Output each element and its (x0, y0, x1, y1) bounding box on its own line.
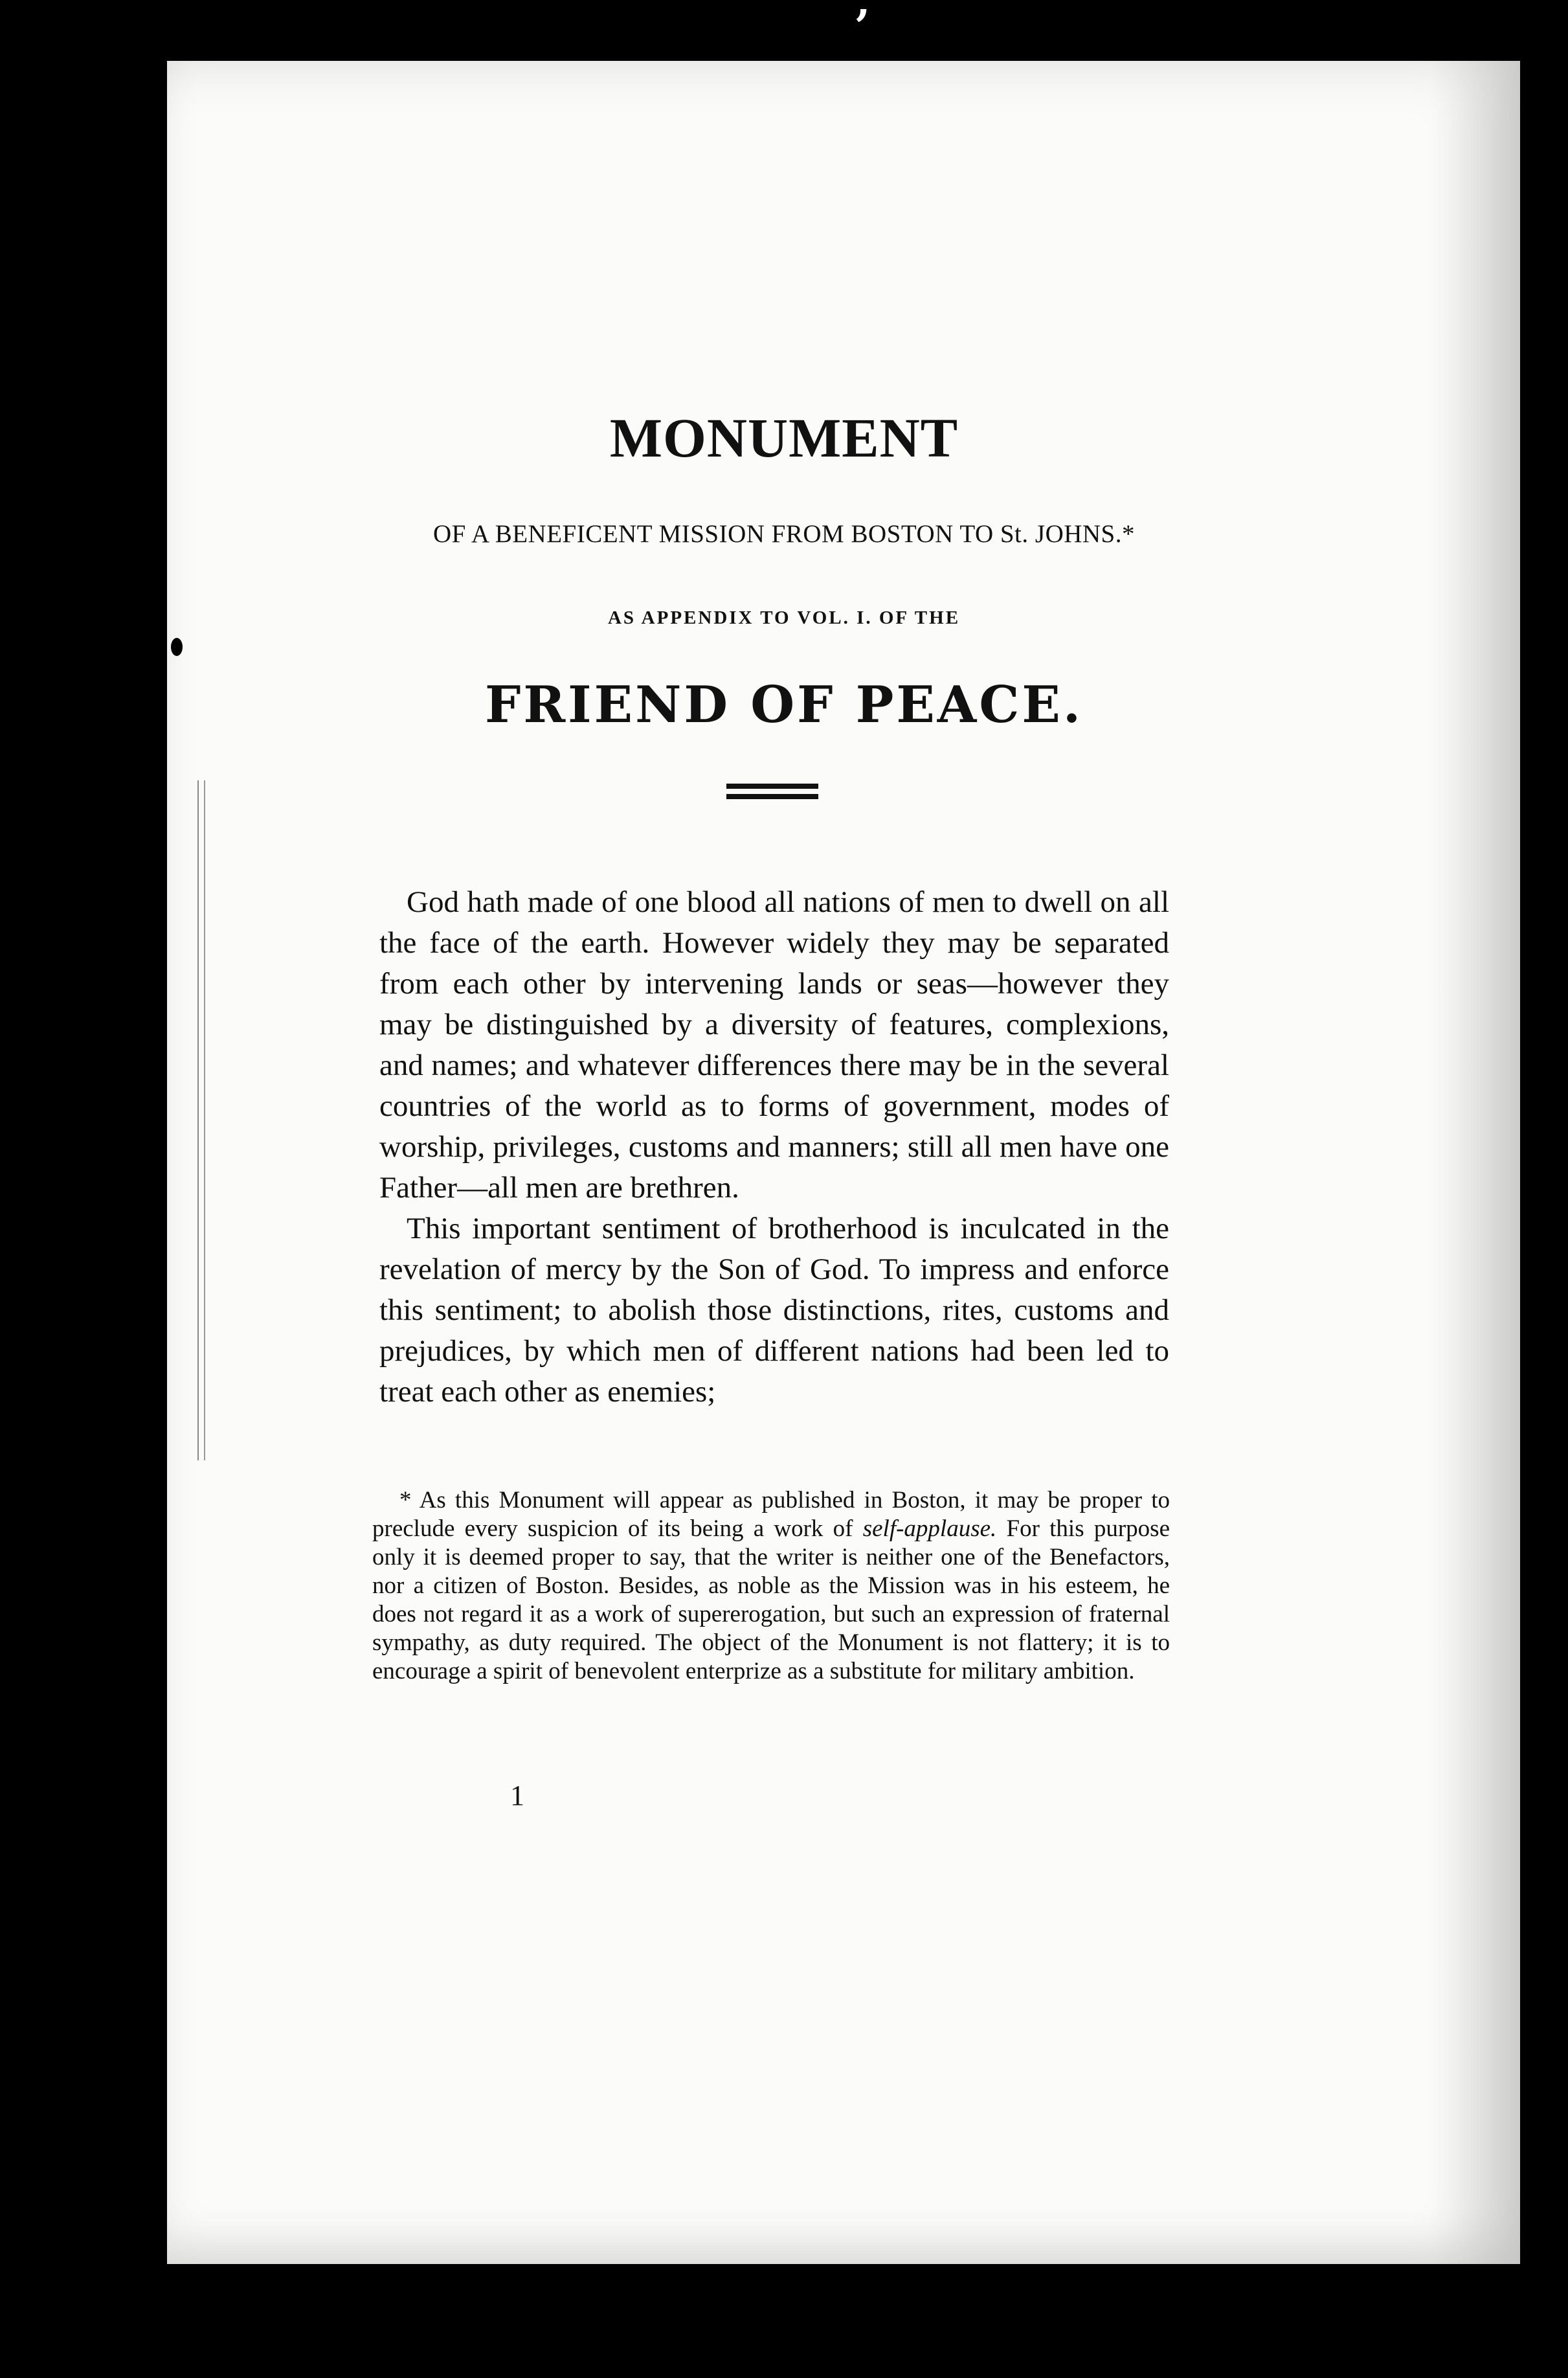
main-text (379, 882, 1169, 1412)
margin-mark (171, 638, 183, 656)
double-rule-bottom (726, 794, 818, 799)
footnote (372, 1486, 1170, 1686)
paragraph-1: God hath made of one blood all nations of men to dwell on all the face of the earth. However widely they may be separated from each other by intervening lands or seas—however they may be distinguished by a diversity of features, complexions, and names; and whatever differences there may be in the several countries of the world as to forms of government, modes of worship, privileges, customs and manners; still all men have one Father—all men are brethren. (379, 885, 1169, 1205)
footnote-paragraph (372, 1486, 1170, 1686)
footnote-italic: self-applause. (862, 1515, 997, 1542)
footnote-text-start: * As this Monument will appear as published in Boston, it may be proper to preclude every suspicion of its being a work of (372, 1487, 1170, 1542)
double-rule-top (726, 784, 818, 789)
journal-title: FRIEND OF PEACE. (484, 675, 1084, 734)
paragraph-2: This important sentiment of brotherhood is inculcated in the revelation of mercy by the Son of God. To impress and enforce this sentiment; to abolish those distinctions, rites, customs and prejudices, by which men of different nations had been led to treat each other as enemies; (379, 1212, 1169, 1409)
footnote-text-end: For this purpose only it is deemed proper to say, that the writer is neither one of the Benefactors, nor a citizen of Boston. Besides, as noble as the Mission was in his esteem, he does not regard it as a work of supererogation, but such an expression of fraternal sympathy, as duty required. The object of the Monument is not flattery; it is to encourage a spirit of benevolent enterprize as a substitute for military ambition. (372, 1515, 1170, 1684)
page-title: MONUMENT (609, 407, 959, 469)
fold-line (197, 780, 205, 1460)
subtitle: OF A BENEFICENT MISSION FROM BOSTON TO St. JOHNS.* (432, 520, 1136, 548)
appendix-line: AS APPENDIX TO VOL. I. OF THE (607, 607, 961, 628)
signature-mark: 1 (510, 1780, 524, 1811)
top-mark: ʼ (853, 0, 869, 54)
